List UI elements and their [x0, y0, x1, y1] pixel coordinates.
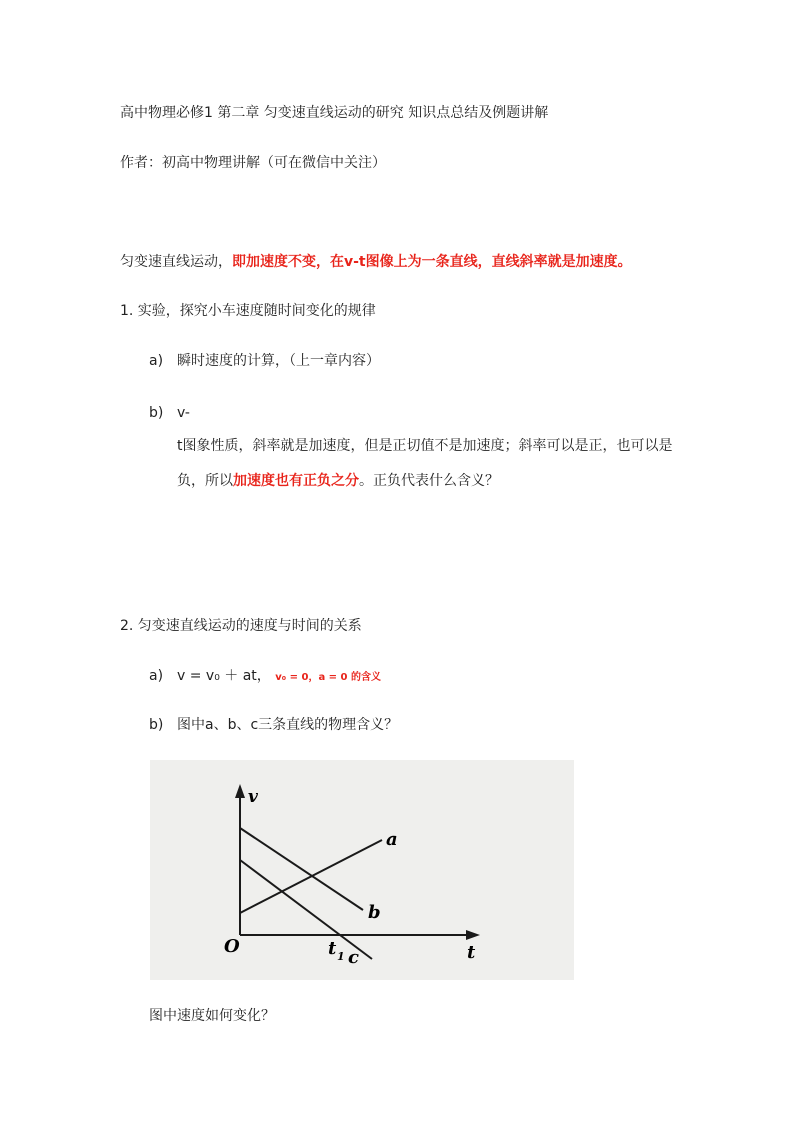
intro-normal: 匀变速直线运动，: [120, 254, 232, 270]
line-c: [240, 860, 372, 959]
y-axis-label: v: [248, 787, 258, 807]
s1-b-marker: b): [149, 405, 164, 421]
origin-label: O: [224, 936, 240, 957]
doc-title: 高中物理必修1 第二章 匀变速直线运动的研究 知识点总结及例题讲解: [120, 105, 549, 121]
s1-b-line2: t图象性质，斜率就是加速度，但是正切值不是加速度；斜率可以是正，也可以是: [177, 438, 673, 454]
section-1-heading: 1. 实验，探究小车速度随时间变化的规律: [120, 303, 376, 319]
s1-b-line3-pre: 负，所以: [177, 473, 233, 489]
s1-a-text: 瞬时速度的计算，（上一章内容）: [177, 353, 380, 369]
x-axis-label: t: [467, 942, 476, 963]
section-2-heading: 2. 匀变速直线运动的速度与时间的关系: [120, 618, 362, 634]
line-a-label: a: [386, 829, 398, 850]
t1-subscript: 1: [337, 950, 345, 963]
s1-a-marker: a): [149, 353, 164, 369]
s2-a-line: [177, 666, 381, 688]
s1-b-line3-post: 。正负代表什么含义？: [359, 473, 499, 489]
y-axis-arrow: [235, 784, 245, 798]
vt-graph: [150, 760, 574, 980]
figure-caption: 图中速度如何变化？: [149, 1008, 275, 1024]
vt-graph-photo: [150, 760, 574, 980]
s2-a-marker: a): [149, 668, 164, 684]
s2-b-marker: b): [149, 717, 164, 733]
intro-highlight: 即加速度不变，在v-t图像上为一条直线，直线斜率就是加速度。: [232, 254, 632, 270]
s1-b-line1: v-: [177, 405, 190, 421]
s2-a-note: v₀ = 0，a = 0 的含义: [275, 672, 381, 683]
line-b-label: b: [368, 902, 381, 923]
x-axis-arrow: [466, 930, 480, 940]
s2-a-formula: v = v₀ ＋ at，: [177, 668, 271, 684]
s1-b-line3-highlight: 加速度也有正负之分: [233, 473, 359, 489]
intro-line: [120, 252, 632, 272]
s1-b-line3: [177, 471, 499, 491]
line-c-label: c: [348, 947, 359, 968]
s2-b-text: 图中a、b、c三条直线的物理含义？: [177, 717, 399, 733]
author-line: 作者：初高中物理讲解（可在微信中关注）: [120, 155, 386, 171]
t1-label: t: [328, 938, 337, 959]
line-b: [240, 828, 363, 910]
